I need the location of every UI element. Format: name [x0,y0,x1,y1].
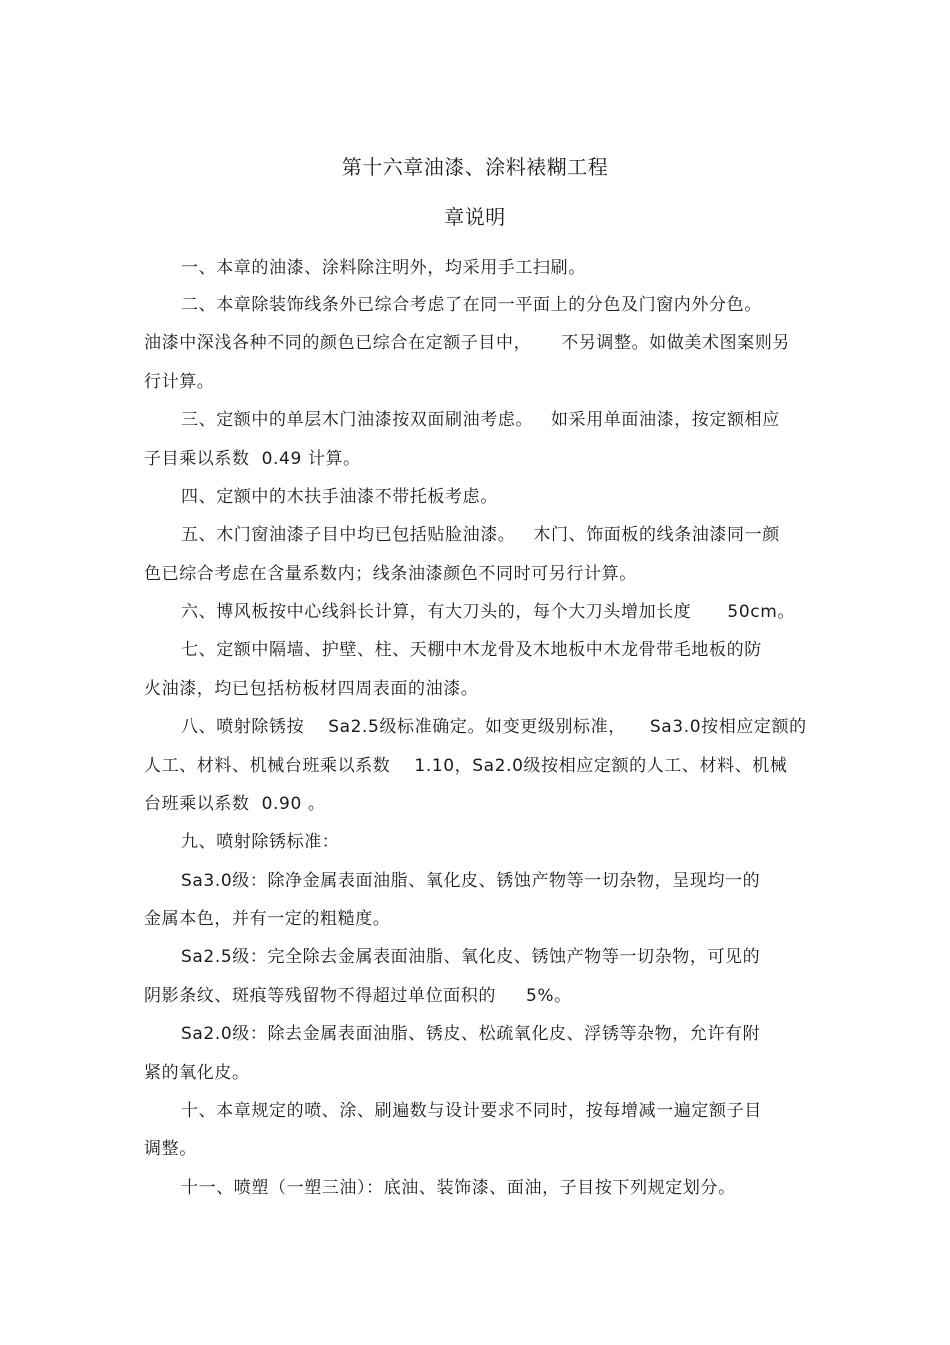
paragraph-line: 火油漆，均已包括枋板材四周表面的油漆。 [144,679,479,699]
paragraph-line: 十、本章规定的喷、涂、刷遍数与设计要求不同时，按每增减一遍定额子目 [181,1101,762,1121]
section-title: 章说明 [444,205,506,229]
paragraph-line: 子目乘以系数 0.49 计算。 [144,449,361,469]
paragraph-line: 六、博风板按中心线斜长计算，有大刀头的，每个大刀头增加长度 50cm。 [181,602,795,622]
paragraph-line: 八、喷射除锈按 Sa2.5级标准确定。如变更级别标准， Sa3.0按相应定额的 [181,717,807,737]
chapter-title: 第十六章油漆、涂料裱糊工程 [341,155,609,179]
paragraph-line: Sa2.5级：完全除去金属表面油脂、氧化皮、锈蚀产物等一切杂物，可见的 [181,947,761,967]
paragraph-line: 台班乘以系数 0.90 。 [144,794,326,814]
paragraph-line: 色已综合考虑在含量系数内；线条油漆颜色不同时可另行计算。 [144,564,637,584]
paragraph-line: 五、木门窗油漆子目中均已包括贴脸油漆。 木门、饰面板的线条油漆同一颜 [181,525,780,545]
paragraph-line: 七、定额中隔墙、护壁、柱、天棚中木龙骨及木地板中木龙骨带毛地板的防 [181,640,762,660]
paragraph-line: 行计算。 [144,372,215,392]
paragraph-line: 紧的氧化皮。 [144,1063,250,1083]
paragraph-line: 九、喷射除锈标准： [181,832,340,852]
paragraph-line: Sa3.0级：除净金属表面油脂、氧化皮、锈蚀产物等一切杂物，呈现均一的 [181,871,761,891]
paragraph-line: 二、本章除装饰线条外已综合考虑了在同一平面上的分色及门窗内外分色。 [181,295,762,315]
paragraph-line: 三、定额中的单层木门油漆按双面刷油考虑。 如采用单面油漆，按定额相应 [181,410,780,430]
paragraph-line: 调整。 [144,1139,197,1159]
paragraph-line: 油漆中深浅各种不同的颜色已综合在定额子目中， 不另调整。如做美术图案则另 [144,333,791,353]
paragraph-line: 金属本色，并有一定的粗糙度。 [144,909,391,929]
paragraph-line: 人工、材料、机械台班乘以系数 1.10，Sa2.0级按相应定额的人工、材料、机械 [144,756,788,776]
paragraph-line: 十一、喷塑（一塑三油）：底油、装饰漆、面油，子目按下列规定划分。 [181,1178,736,1198]
paragraph-line: 一、本章的油漆、涂料除注明外，均采用手工扫刷。 [181,258,586,278]
paragraph-line: 四、定额中的木扶手油漆不带托板考虑。 [181,487,498,507]
paragraph-line: Sa2.0级：除去金属表面油脂、锈皮、松疏氧化皮、浮锈等杂物，允许有附 [181,1024,761,1044]
paragraph-line: 阴影条纹、斑痕等残留物不得超过单位面积的 5%。 [144,986,572,1006]
